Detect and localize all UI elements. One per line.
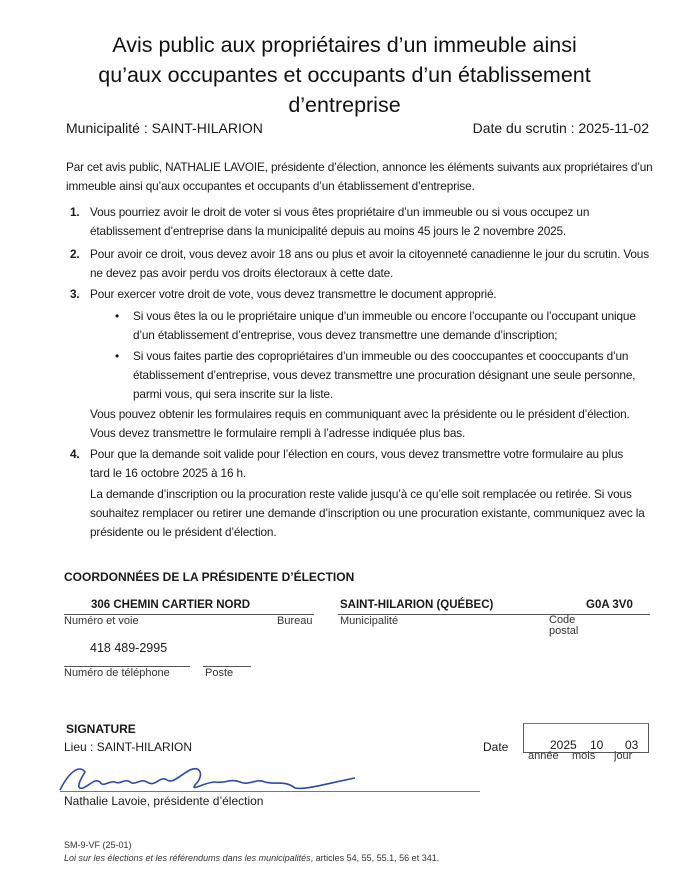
form-code: SM-9-VF (25-01) [64, 840, 132, 850]
street-label: Numéro et voie [64, 615, 139, 627]
item-text: Vous pourriez avoir le droit de voter si vous êtes propriétaire d’un immeuble ou si vous occupez un établissement d’entreprise dans la municipalité depuis au moins 45 jours le 2 novembre 2025. [90, 205, 590, 238]
postal-value: G0A 3V0 [586, 599, 633, 611]
day-label: jour [614, 750, 633, 762]
bullet-text: Si vous faites partie des copropriétaires d’un immeuble ou des cooccupantes et cooccupants d’un établissement d’entreprise, vous devez transmettre une procuration désignant une seule personne, parmi vous, qui sera inscrite sur la liste. [133, 349, 636, 401]
municipality: Municipalité : SAINT-HILARION [66, 120, 263, 136]
item-number: 1. [70, 205, 80, 219]
page-title: Avis public aux propriétaires d’un immeuble ainsi qu’aux occupantes et occupants d’un établissement d’entreprise [98, 33, 591, 117]
phone-value: 418 489-2995 [90, 641, 168, 655]
law-articles: , articles 54, 55, 55.1, 56 et 341. [310, 853, 440, 863]
date-year: 2025 [550, 738, 577, 752]
item-text: Pour que la demande soit valide pour l’élection en cours, vous devez transmettre votre formulaire au plus tard le 16 octobre 2025 à 16 h. [90, 447, 624, 480]
street-value: 306 CHEMIN CARTIER NORD [91, 599, 251, 611]
law-title: Loi sur les élections et les référendums dans les municipalités [64, 853, 311, 863]
signature-place: Lieu : SAINT-HILARION [64, 740, 193, 754]
item3-note: Vous pouvez obtenir les formulaires requis en communiquant avec la présidente ou le président d’élection. Vous devez transmettre le formulaire rempli à l’adresse indiquée plus bas. [90, 407, 630, 440]
signer-name: Nathalie Lavoie, présidente d’élection [64, 794, 264, 808]
election-date: Date du scrutin : 2025-11-02 [472, 120, 649, 136]
bullet-text: Si vous êtes la ou le propriétaire unique d’un immeuble ou encore l’occupante ou l’occupant unique d’un établissement d’entreprise, vous devez transmettre une demande d’inscription; [133, 309, 636, 342]
city-value: SAINT-HILARION (QUÉBEC) [340, 599, 494, 611]
item-text: Pour exercer votre droit de vote, vous devez transmettre le document approprié. [90, 287, 497, 301]
item-number: 3. [70, 287, 80, 301]
postal-label: Code postal [549, 614, 579, 637]
office-label: Bureau [277, 615, 313, 627]
item-number: 2. [70, 247, 80, 261]
contact-heading: COORDONNÉES DE LA PRÉSIDENTE D’ÉLECTION [64, 570, 355, 584]
item-number: 4. [70, 447, 80, 461]
item-text: Pour avoir ce droit, vous devez avoir 18 ans ou plus et avoir la citoyenneté canadienne le jour du scrutin. Vous ne devez pas avoir perdu vos droits électoraux à cette date. [90, 247, 649, 280]
bullet-icon: • [115, 349, 119, 363]
law-reference [64, 853, 439, 863]
ext-label: Poste [205, 667, 234, 679]
date-day: 03 [625, 738, 639, 752]
date-label: Date [483, 740, 509, 754]
phone-label: Numéro de téléphone [64, 667, 170, 679]
intro-text: Par cet avis public, NATHALIE LAVOIE, présidente d’élection, annonce les éléments suivants aux propriétaires d’un immeuble ainsi qu’aux occupantes et occupants d’un établissement d’entreprise. [66, 160, 653, 193]
date-month: 10 [590, 738, 604, 752]
city-label: Municipalité [340, 615, 399, 627]
bullet-icon: • [115, 309, 119, 323]
item4-note: La demande d’inscription ou la procuration reste valide jusqu’à ce qu’elle soit remplacée ou retirée. Si vous souhaitez remplacer ou retirer une demande d’inscription ou une procuration existante, communiquez avec la présidente ou le président d’élection. [90, 487, 645, 539]
signature-line [60, 791, 480, 792]
month-label: mois [572, 750, 596, 762]
year-label: année [528, 750, 559, 762]
signature-heading: SIGNATURE [66, 722, 136, 736]
